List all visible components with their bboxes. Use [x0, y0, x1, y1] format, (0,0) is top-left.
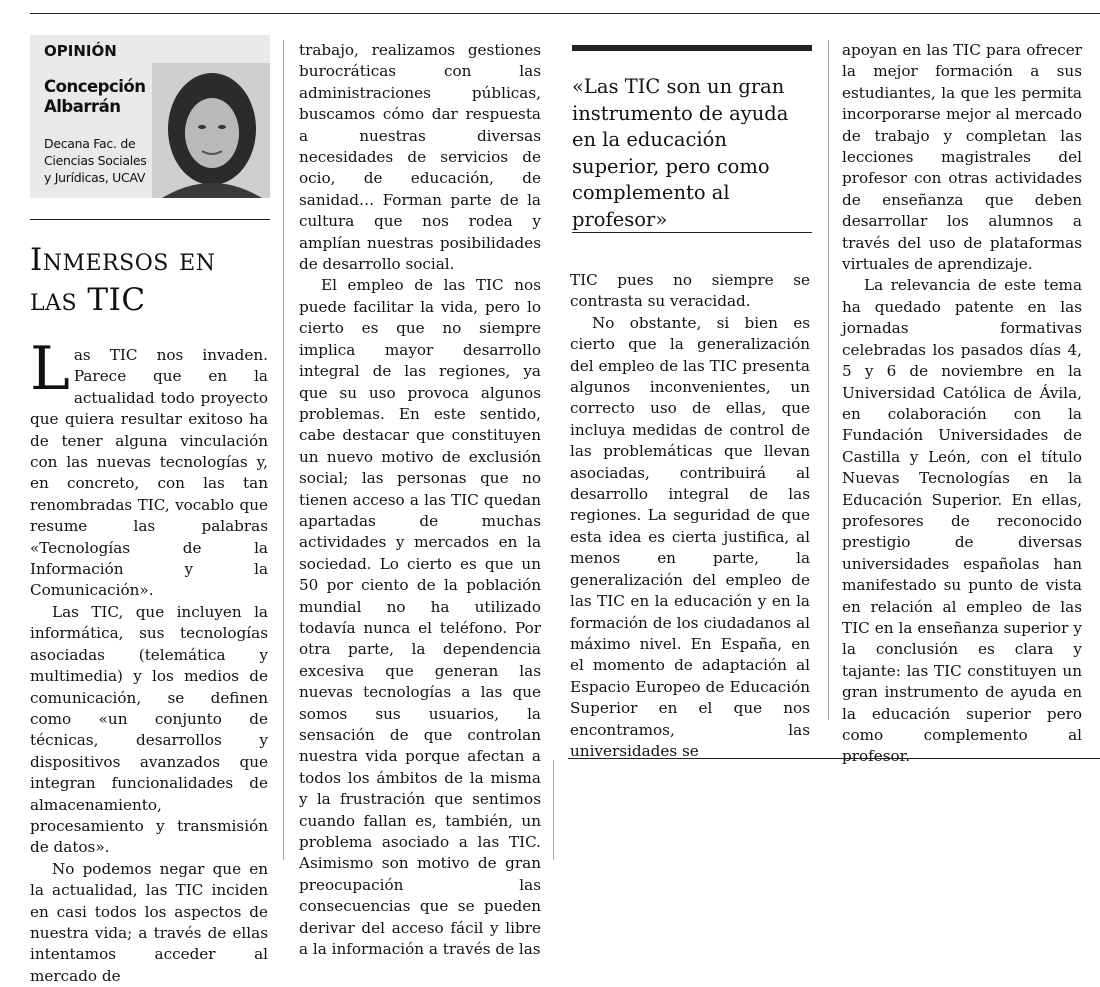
paragraph: TIC pues no siempre se contrasta su veracidad. [570, 271, 810, 311]
top-rule [30, 13, 1100, 14]
paragraph: La relevancia de este tema ha quedado patente en las jornadas formativas celebradas los pasados días 4, 5 y 6 de noviembre en la Universidad Católica de Ávila, en colaboración con la Fundación Universidades de Castilla y León, con el título Nuevas Tecnologías en la Educación Superior. En ellas, profesores de reconocido prestigio de diversas universidades españolas han manifestado su punto de vista en relación al empleo de las TIC en la enseñanza superior y la conclusión es clara y tajante: las TIC constituyen un gran instrumento de ayuda en la educación superior pero como complemento al profesor. [842, 276, 1082, 766]
column-2 [299, 40, 541, 960]
author-role: Decana Fac. de Ciencias Sociales y Jurídicas, UCAV [44, 136, 147, 185]
paragraph: No obstante, si bien es cierto que la generalización del empleo de las TIC presenta algunos inconvenientes, un correcto uso de ellas, que incluya medidas de control de las problemáticas que llevan asociadas, contribuirá al desarrollo integral de las regiones. La seguridad de que esta idea es cierta justifica, al menos en parte, la generalización del empleo de las TIC en la educación y en la formación de los ciudadanos al máximo nivel. En España, en el momento de adaptación al Espacio Europeo de Educación Superior en el que nos encontramos, las universidades se [570, 313, 810, 760]
headline: Inmersos en las TIC [30, 242, 216, 318]
paragraph: No podemos negar que en la actualidad, las TIC inciden en casi todos los aspectos de nuestra vida; a través de ellas intentamos acceder al mercado de [30, 859, 268, 985]
column-divider-3 [828, 40, 829, 720]
paragraph: apoyan en las TIC para ofrecer la mejor formación a sus estudiantes, la que les permita incorporarse mejor al mercado de trabajo y completan las lecciones magistrales del profesor con otras actividades de enseñanza que deben desarrollar los alumnos a través del uso de plataformas virtuales de aprendizaje. [842, 41, 1082, 274]
paragraph: El empleo de las TIC nos puede facilitar la vida, pero lo cierto es que no siempre implica mayor desarrollo integral de las regiones, ya que su uso provoca algunos problemas. En este sentido, cabe destacar que constituyen un nuevo motivo de exclusión social; las personas que no tienen acceso a las TIC quedan apartadas de muchas actividades y mercados en la sociedad. Lo cierto es que un 50 por ciento de la población mundial no ha utilizado todavía nunca el teléfono. Por otra parte, la dependencia excesiva que generan las nuevas tecnologías a las que somos sus usuarios, la sensación de que controlan nuestra vida porque afectan a todos los ámbitos de la misma y la frustración que sentimos cuando fallan es, también, un problema asociado a las TIC. Asimismo son motivo de gran preocupación las consecuencias que se pueden derivar del acceso fácil y libre a la información a través de las [299, 276, 541, 959]
drop-cap: L [30, 334, 70, 404]
column-divider-1 [283, 40, 284, 860]
column-divider-2 [553, 760, 554, 860]
author-photo [152, 63, 270, 198]
paragraph: Las TIC nos invaden. Parece que en la actualidad todo proyecto que quiera resultar exitoso ha de tener alguna vinculación con las nuevas tecnologías y, en concreto, con las tan renombradas TIC, vocablo que resume las palabras «Tecnologías de la Información y la Comunicación». [30, 334, 268, 600]
paragraph: trabajo, realizamos gestiones burocráticas con las administraciones públicas, buscamos cómo dar respuesta a nuestras diversas necesidades de servicios de ocio, de educación, de sanidad… Forman parte de la cultura que nos rodea y amplían nuestras posibilidades de desarrollo social. [299, 41, 541, 274]
column-1 [30, 334, 268, 987]
column-4 [842, 40, 1082, 768]
column-3 [570, 270, 810, 762]
paragraph: Las TIC, que incluyen la informática, sus tecnologías asociadas (telemática y multimedia) y los medios de comunicación, se definen como «un conjunto de técnicas, desarrollos y dispositivos avanzados que integran funcionalidades de almacenamiento, procesamiento y transmisión de datos». [30, 602, 268, 857]
author-name: Concepción Albarrán [44, 77, 146, 116]
pull-quote: «Las TIC son un gran instrumento de ayuda en la educación superior, pero como complemento al profesor» [572, 75, 789, 231]
headline-rule [30, 219, 270, 220]
byline-box [30, 35, 270, 198]
quote-top-bar [572, 45, 812, 51]
section-label: OPINIÓN [44, 42, 117, 60]
